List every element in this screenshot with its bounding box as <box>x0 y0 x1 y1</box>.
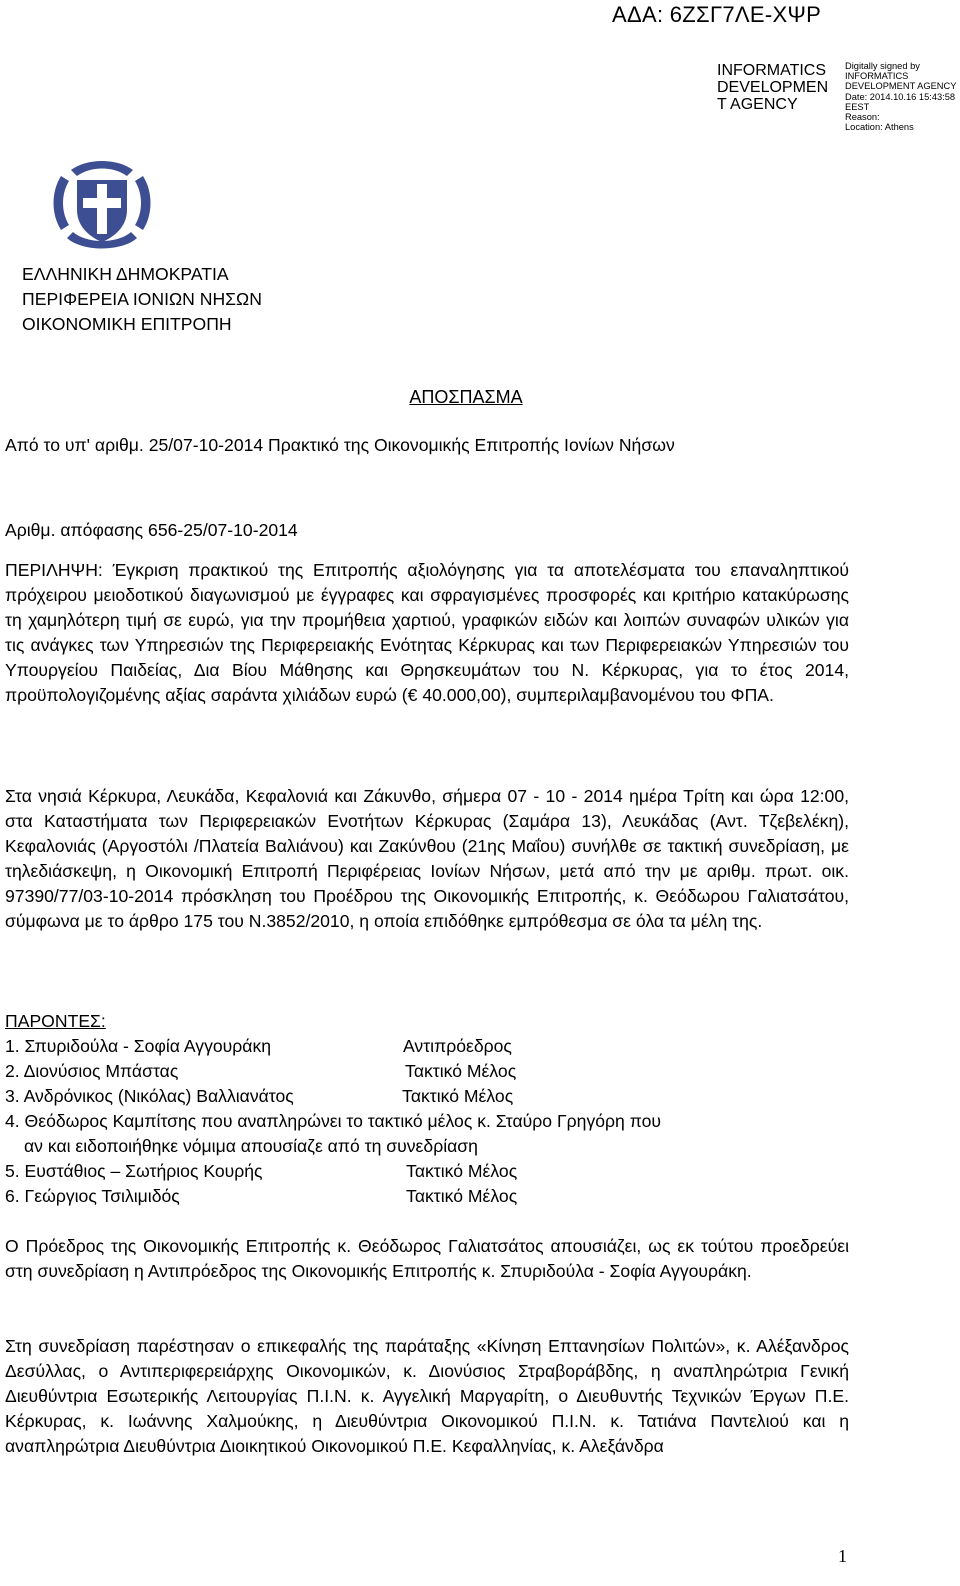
ada-code: ΑΔΑ: 6ΖΣΓ7ΛΕ-ΧΨΡ <box>612 2 822 27</box>
greek-coat-of-arms-icon <box>47 150 157 260</box>
present-section <box>5 1009 849 1209</box>
present-member-role: Τακτικό Μέλος <box>405 1061 517 1081</box>
signature-line: Reason: <box>845 112 880 123</box>
signature-line: INFORMATICS <box>845 71 909 82</box>
page-number: 1 <box>838 1546 847 1566</box>
present-member-name: 1. Σπυριδούλα - Σοφία Αγγουράκη <box>5 1036 272 1056</box>
present-row <box>5 1159 849 1184</box>
document-title: ΑΠΟΣΠΑΣΜΑ <box>409 387 523 407</box>
president-absent-paragraph: Ο Πρόεδρος της Οικονομικής Επιτροπής κ. Θεόδωρος Γαλιατσάτος απουσιάζει, ως εκ τούτου προεδρεύει στη συνεδρίαση η Αντιπρόεδρος της Οικονομικής Επιτροπής κ. Σπυριδούλα - Σοφία Αγγουράκη. <box>5 1236 849 1281</box>
header-committee: ΟΙΚΟΝΟΜΙΚΗ ΕΠΙΤΡΟΠΗ <box>22 314 232 334</box>
present-label: ΠΑΡΟΝΤΕΣ: <box>5 1011 106 1031</box>
present-row <box>5 1059 849 1084</box>
present-member-role: Αντιπρόεδρος <box>403 1036 512 1056</box>
present-row <box>5 1084 849 1109</box>
present-row <box>5 1184 849 1209</box>
header-country: ΕΛΛΗΝΙΚΗ ΔΗΜΟΚΡΑΤΙΑ <box>22 264 229 284</box>
present-member-role: Τακτικό Μέλος <box>406 1186 518 1206</box>
summary-paragraph: ΠΕΡΙΛΗΨΗ: Έγκριση πρακτικού της Επιτροπής αξιολόγησης για τα αποτελέσματα του επαναληπτικού πρόχειρου μειοδοτικού διαγωνισμού με έγγραφες και σφραγισμένες προσφορές και κριτήριο κατακύρωσης τη χαμηλότερη τιμή σε ευρώ, για την προμήθεια χαρτιού, γραφικών ειδών και λοιπών συναφών υλικών για τις ανάγκες των Υπηρεσιών της Περιφερειακής Ενότητας Κέρκυρας και των Περιφερειακών Υπηρεσιών του Υπουργείου Παιδείας, Δια Βίου Μάθησης και Θρησκευμάτων του Ν. Κέρκυρας, για το έτος 2014, προϋπολογιζομένης αξίας σαράντα χιλιάδων ευρώ (€ 40.000,00), συμπεριλαμβανομένου του ΦΠΑ. <box>5 560 849 705</box>
meeting-intro-paragraph: Στα νησιά Κέρκυρα, Λευκάδα, Κεφαλονιά και Ζάκυνθο, σήμερα 07 - 10 - 2014 ημέρα Τρίτη και ώρα 12:00, στα Καταστήματα των Περιφερειακών Ενοτήτων Κέρκυρας (Σαμάρα 13), Λευκάδας (Αντ. Τζεβελέκη), Κεφαλονιάς (Αργοστόλι /Πλατεία Βαλιάνου) και Ζακύνθου (21ης Μαΐου) συνήλθε σε τακτική συνεδρίαση, με τηλεδιάσκεψη, η Οικονομική Επιτροπή Περιφέρειας Ιονίων Νήσων, μετά από την με αριθμ. πρωτ. οικ. 97390/77/03-10-2014 πρόσκληση του Προέδρου της Οικονομικής Επιτροπής, κ. Θεόδωρου Γαλιατσάτου, σύμφωνα με το άρθρο 175 του Ν.3852/2010, η οποία επιδόθηκε εμπρόθεσμα σε όλα τα μέλη της. <box>5 786 849 931</box>
present-row <box>5 1034 849 1059</box>
present-note-continued: αν και ειδοποιήθηκε νόμιμα απουσίαζε από τη συνεδρίαση <box>24 1136 478 1156</box>
present-member-role: Τακτικό Μέλος <box>406 1161 518 1181</box>
attendees-paragraph: Στη συνεδρίαση παρέστησαν ο επικεφαλής της παράταξης «Κίνηση Επτανησίων Πολιτών», κ. Αλέξανδρος Δεσύλλας, ο Αντιπεριφερειάρχης Οικονομικών, κ. Διονύσιος Στραβοράβδης, η αναπληρώτρια Γενική Διευθύντρια Εσωτερικής Λειτουργίας Π.Ι.Ν. κ. Αγγελική Μαργαρίτη, ο Διευθυντής Τεχνικών Έργων Π.Ε. Κέρκυρας, κ. Ιωάννης Χαλμούκης, η Διευθύντρια Οικονομικού Π.Ι.Ν. κ. Τατιάνα Παντελιού και η αναπληρώτρια Διευθύντρια Διοικητικού Οικονομικού Π.Ε. Κεφαλληνίας, κ. Αλεξάνδρα <box>5 1336 849 1456</box>
present-member-role: Τακτικό Μέλος <box>402 1086 514 1106</box>
signature-line: Location: Athens <box>845 122 914 133</box>
signature-line: Date: 2014.10.16 15:43:58 <box>845 91 956 102</box>
present-member-name: 3. Ανδρόνικος (Νικόλας) Βαλλιανάτος <box>5 1086 294 1106</box>
present-member-name: 2. Διονύσιος Μπάστας <box>5 1061 179 1081</box>
present-note: 4. Θεόδωρος Καμπίτσης που αναπληρώνει το τακτικό μέλος κ. Σταύρο Γρηγόρη που <box>5 1111 662 1131</box>
header-region: ΠΕΡΙΦΕΡΕΙΑ ΙΟΝΙΩΝ ΝΗΣΩΝ <box>22 289 262 309</box>
present-member-name: 6. Γεώργιος Τσιλιμιδός <box>5 1186 180 1206</box>
signature-line: EEST <box>845 101 870 112</box>
signature-line: DEVELOPMENT AGENCY <box>845 81 957 92</box>
source-reference: Από το υπ' αριθμ. 25/07-10-2014 Πρακτικό της Οικονομικής Επιτροπής Ιονίων Νήσων <box>5 435 675 455</box>
signature-line: Digitally signed by <box>845 61 920 71</box>
authority-header <box>22 262 262 337</box>
signature-name: INFORMATICS DEVELOPMEN T AGENCY <box>717 62 829 113</box>
signature-details <box>845 61 956 132</box>
present-member-name: 5. Ευστάθιος – Σωτήριος Κουρής <box>5 1161 263 1181</box>
decision-number: Αριθμ. απόφασης 656-25/07-10-2014 <box>5 520 298 540</box>
